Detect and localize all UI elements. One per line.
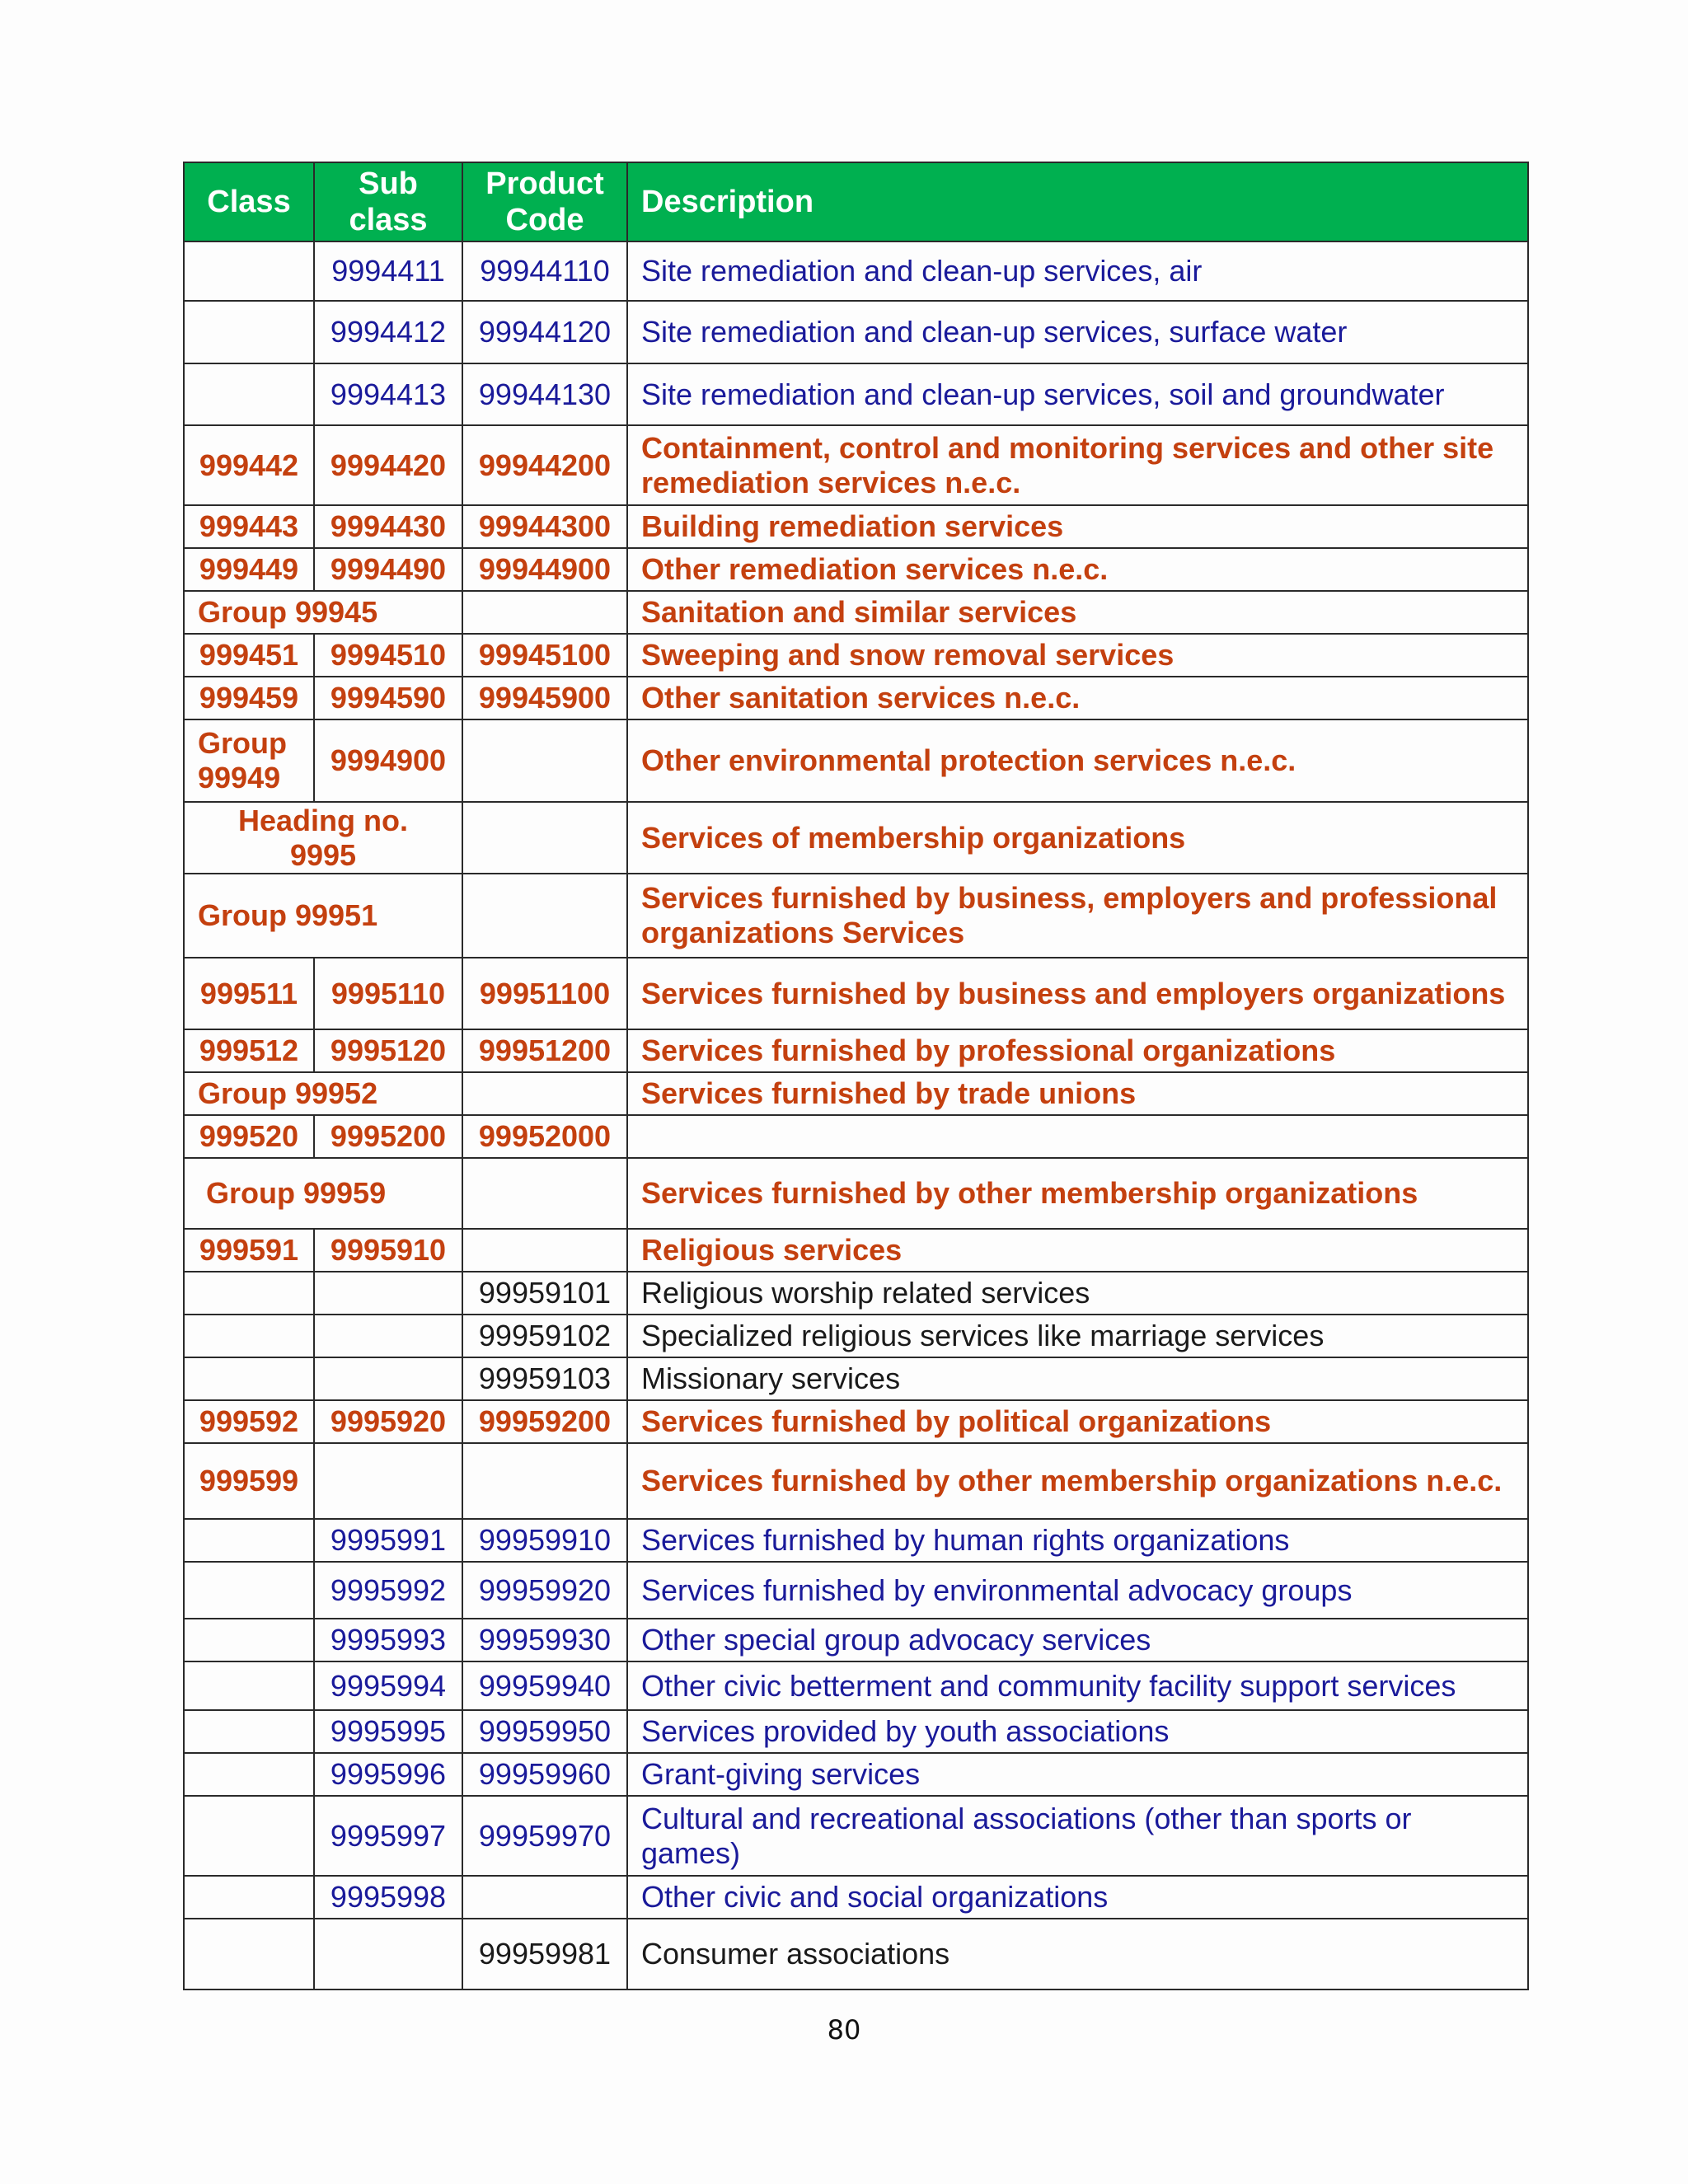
cell-subclass: 9995991 [314,1519,462,1562]
cell-description: Services furnished by other membership organizations [627,1158,1528,1229]
cell-product-code [462,1158,627,1229]
table-row [184,505,1528,548]
table-row [184,874,1528,958]
cell-product-code: 99959981 [462,1919,627,1990]
cell-class: 999512 [184,1029,314,1072]
cell-product-code: 99959920 [462,1562,627,1619]
cell-subclass [314,1443,462,1519]
cell-class [184,363,314,425]
table-row [184,548,1528,591]
table-row [184,719,1528,802]
cell-description: Other civic betterment and community facility support services [627,1661,1528,1710]
cell-class: 999451 [184,634,314,677]
table-row [184,1229,1528,1272]
table-row [184,1876,1528,1919]
cell-description: Site remediation and clean-up services, air [627,241,1528,301]
table-row [184,1272,1528,1315]
cell-class [184,1796,314,1876]
cell-class [184,1272,314,1315]
cell-subclass: 9994420 [314,425,462,505]
cell-class: 999459 [184,677,314,719]
table-row [184,677,1528,719]
cell-description: Missionary services [627,1357,1528,1400]
cell-class [184,1519,314,1562]
cell-product-code [462,874,627,958]
cell-description: Services furnished by other membership organizations n.e.c. [627,1443,1528,1519]
cell-product-code [462,1876,627,1919]
header-product-line2: Code [505,203,584,237]
header-description: Description [627,162,1528,241]
cell-class: 999443 [184,505,314,548]
cell-class: 999520 [184,1115,314,1158]
cell-product-code: 99944900 [462,548,627,591]
cell-description: Consumer associations [627,1919,1528,1990]
cell-class [184,1619,314,1661]
cell-subclass: 9995997 [314,1796,462,1876]
header-subclass-line2: class [349,203,428,237]
cell-description: Services furnished by trade unions [627,1072,1528,1115]
cell-product-code: 99959950 [462,1710,627,1753]
cell-product-code: 99944130 [462,363,627,425]
table-row [184,1562,1528,1619]
header-class: Class [184,162,314,241]
cell-description: Services furnished by business, employers and professional organizations Services [627,874,1528,958]
table-row [184,591,1528,634]
cell-class [184,1357,314,1400]
header-product-line1: Product [485,166,604,201]
table-row [184,634,1528,677]
cell-subclass: 9994510 [314,634,462,677]
table-row [184,301,1528,363]
cell-product-code [462,1443,627,1519]
cell-subclass: 9995200 [314,1115,462,1158]
cell-product-code [462,802,627,874]
cell-description: Building remediation services [627,505,1528,548]
cell-class [184,241,314,301]
header-subclass-line1: Sub [359,166,418,201]
cell-product-code: 99944120 [462,301,627,363]
table-row [184,802,1528,874]
table-row [184,1443,1528,1519]
cell-class [184,301,314,363]
cell-description: Site remediation and clean-up services, soil and groundwater [627,363,1528,425]
cell-product-code: 99945100 [462,634,627,677]
cell-description: Services provided by youth associations [627,1710,1528,1753]
cell-class [184,1876,314,1919]
cell-product-code [462,591,627,634]
page-number: 80 [827,2014,861,2046]
cell-class: 999591 [184,1229,314,1272]
table-row [184,1357,1528,1400]
header-subclass [314,162,462,241]
cell-product-code: 99959930 [462,1619,627,1661]
cell-subclass: 9994413 [314,363,462,425]
cell-class [184,1753,314,1796]
cell-product-code: 99945900 [462,677,627,719]
cell-subclass: 9995998 [314,1876,462,1919]
cell-product-code: 99959101 [462,1272,627,1315]
cell-description: Sweeping and snow removal services [627,634,1528,677]
cell-class: 999592 [184,1400,314,1443]
cell-subclass: 9995992 [314,1562,462,1619]
cell-group: Group 99951 [184,874,462,958]
cell-subclass: 9994490 [314,548,462,591]
cell-group: Group 99959 [184,1158,462,1229]
table-row [184,1158,1528,1229]
cell-product-code: 99952000 [462,1115,627,1158]
table-row [184,1919,1528,1990]
cell-product-code: 99959910 [462,1519,627,1562]
cell-subclass [314,1357,462,1400]
cell-class [184,1710,314,1753]
cell-subclass: 9994412 [314,301,462,363]
cell-product-code: 99951100 [462,958,627,1029]
table-row [184,1710,1528,1753]
cell-heading: Heading no. 9995 [184,802,462,874]
cell-subclass: 9995996 [314,1753,462,1796]
table-row [184,1519,1528,1562]
cell-product-code: 99959200 [462,1400,627,1443]
cell-description: Site remediation and clean-up services, surface water [627,301,1528,363]
cell-subclass: 9995910 [314,1229,462,1272]
cell-subclass [314,1272,462,1315]
header-product-code [462,162,627,241]
cell-class: 999599 [184,1443,314,1519]
cell-description: Other special group advocacy services [627,1619,1528,1661]
cell-class: 999442 [184,425,314,505]
cell-group: Group 99945 [184,591,462,634]
cell-product-code: 99959970 [462,1796,627,1876]
cell-subclass: 9994590 [314,677,462,719]
table-row [184,1115,1528,1158]
cell-description: Services furnished by environmental advocacy groups [627,1562,1528,1619]
table-row [184,1661,1528,1710]
cell-description: Containment, control and monitoring services and other site remediation services n.e.c. [627,425,1528,505]
cell-product-code [462,1072,627,1115]
cell-subclass: 9995920 [314,1400,462,1443]
table-row [184,958,1528,1029]
cell-subclass [314,1315,462,1357]
cell-subclass: 9994430 [314,505,462,548]
table-row [184,1400,1528,1443]
cell-description: Services furnished by human rights organizations [627,1519,1528,1562]
cell-subclass: 9995993 [314,1619,462,1661]
cell-description: Services furnished by business and employers organizations [627,958,1528,1029]
cell-class: 999511 [184,958,314,1029]
table-row [184,1619,1528,1661]
cell-subclass: 9994411 [314,241,462,301]
cell-product-code [462,719,627,802]
cell-subclass: 9994900 [314,719,462,802]
cell-subclass [314,1919,462,1990]
cell-class [184,1562,314,1619]
table-row [184,241,1528,301]
cell-product-code: 99944110 [462,241,627,301]
classification-table [183,162,1529,1990]
table-row [184,1315,1528,1357]
cell-description: Other remediation services n.e.c. [627,548,1528,591]
cell-class: Group 99949 [184,719,314,802]
cell-product-code: 99959960 [462,1753,627,1796]
table-row [184,1029,1528,1072]
table-row [184,425,1528,505]
cell-subclass: 9995110 [314,958,462,1029]
cell-description: Services furnished by political organizations [627,1400,1528,1443]
cell-product-code: 99951200 [462,1029,627,1072]
cell-description: Religious services [627,1229,1528,1272]
table-header-row [184,162,1528,241]
cell-subclass: 9995994 [314,1661,462,1710]
cell-class [184,1315,314,1357]
cell-description [627,1115,1528,1158]
cell-class: 999449 [184,548,314,591]
cell-description: Services of membership organizations [627,802,1528,874]
table-row [184,1753,1528,1796]
cell-description: Grant-giving services [627,1753,1528,1796]
cell-description: Services furnished by professional organizations [627,1029,1528,1072]
table-row [184,1072,1528,1115]
cell-description: Other sanitation services n.e.c. [627,677,1528,719]
cell-product-code: 99959103 [462,1357,627,1400]
cell-description: Specialized religious services like marriage services [627,1315,1528,1357]
cell-product-code: 99944300 [462,505,627,548]
cell-class [184,1661,314,1710]
cell-product-code: 99959940 [462,1661,627,1710]
cell-description: Other civic and social organizations [627,1876,1528,1919]
cell-subclass: 9995120 [314,1029,462,1072]
cell-description: Other environmental protection services n.e.c. [627,719,1528,802]
cell-description: Cultural and recreational associations (other than sports or games) [627,1796,1528,1876]
table-row [184,1796,1528,1876]
cell-product-code [462,1229,627,1272]
cell-class [184,1919,314,1990]
table-row [184,363,1528,425]
cell-product-code: 99959102 [462,1315,627,1357]
cell-description: Religious worship related services [627,1272,1528,1315]
cell-group: Group 99952 [184,1072,462,1115]
cell-product-code: 99944200 [462,425,627,505]
cell-description: Sanitation and similar services [627,591,1528,634]
cell-subclass: 9995995 [314,1710,462,1753]
